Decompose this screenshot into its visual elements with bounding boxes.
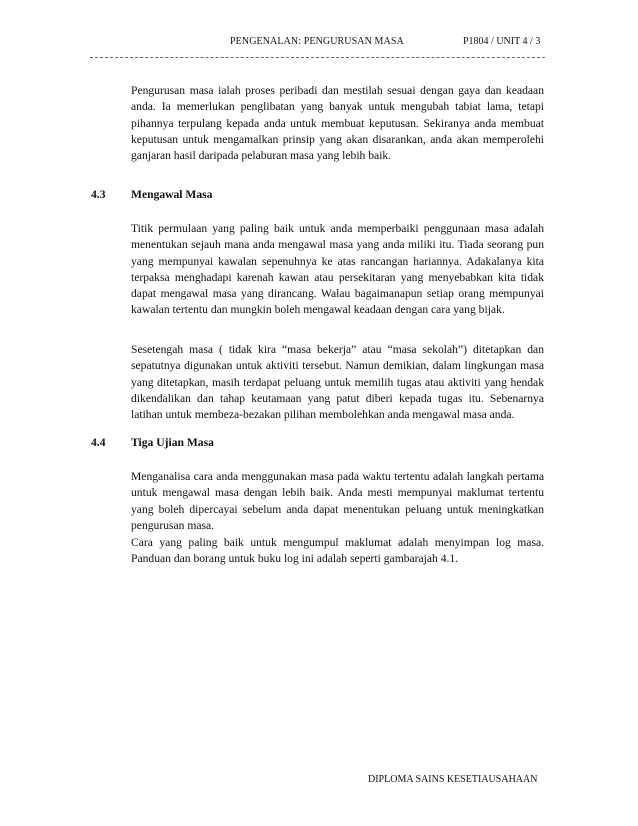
section-4-4-number: 4.4 [91,436,106,449]
header-title: PENGENALAN: PENGURUSAN MASA [230,36,404,47]
footer-text: DIPLOMA SAINS KESETIAUSAHAAN [368,774,538,785]
section-4-3-title: Mengawal Masa [131,188,213,201]
section-4-4-paragraph-1: Menganalisa cara anda menggunakan masa pada waktu tertentu adalah langkah pertama untuk mengawal masa dengan lebih baik. Anda mesti mempunyai maklumat tertentu yang boleh dipercayai sebelum anda dapat menentukan peluang untuk meningkatkan pengurusan masa. [131,470,544,532]
section-4-3-paragraph-1: Titik permulaan yang paling baik untuk anda memperbaiki penggunaan masa adalah menentukan sejauh mana anda mengawal masa yang anda miliki itu. Tiada seorang pun yang mempunyai kawalan sepenuhnya ke atas rancangan hariannya. Adakalanya kita terpaksa menghadapi karenah kawan atau persekitaran yang menyebabkan kita tidak dapat mengawal masa yang dirancang. Walau bagaimanapun setiap orang mempunyai kawalan tertentu dan mungkin boleh mengawal keadaan dengan cara yang bijak. [131,222,544,317]
header-unit-code: P1804 / UNIT 4 / 3 [463,36,541,47]
header-divider [90,57,545,58]
section-4-4-title: Tiga Ujian Masa [131,436,214,449]
section-4-3-number: 4.3 [91,188,106,201]
intro-paragraph: Pengurusan masa ialah proses peribadi dan mestilah sesuai dengan gaya dan keadaan anda. Ia memerlukan penglibatan yang banyak untuk mengubah tabiat lama, tetapi pihannya terpulang kepada anda untuk membuat keputusan. Sekiranya anda membuat keputusan untuk mengamalkan prinsip yang akan disarankan, anda akan memperolehi ganjaran hasil daripada pelaburan masa yang lebih baik. [131,84,544,163]
section-4-4-paragraph-2: Cara yang paling baik untuk mengumpul maklumat adalah menyimpan log masa. Panduan dan borang untuk buku log ini adalah seperti gambarajah 4.1. [131,536,544,566]
section-4-3-paragraph-2: Sesetengah masa ( tidak kira “masa bekerja” atau “masa sekolah”) ditetapkan dan sepatutnya digunakan untuk aktiviti tersebut. Namun demikian, dalam lingkungan masa yang ditetapkan, masih terdapat peluang untuk memilih tugas atau aktiviti yang hendak dikendalikan dan tahap keutamaan yang patut diberi kepada tugas itu. Sebenarnya latihan untuk membeza-bezakan pilihan membolehkan anda mengawal masa anda. [131,343,544,422]
